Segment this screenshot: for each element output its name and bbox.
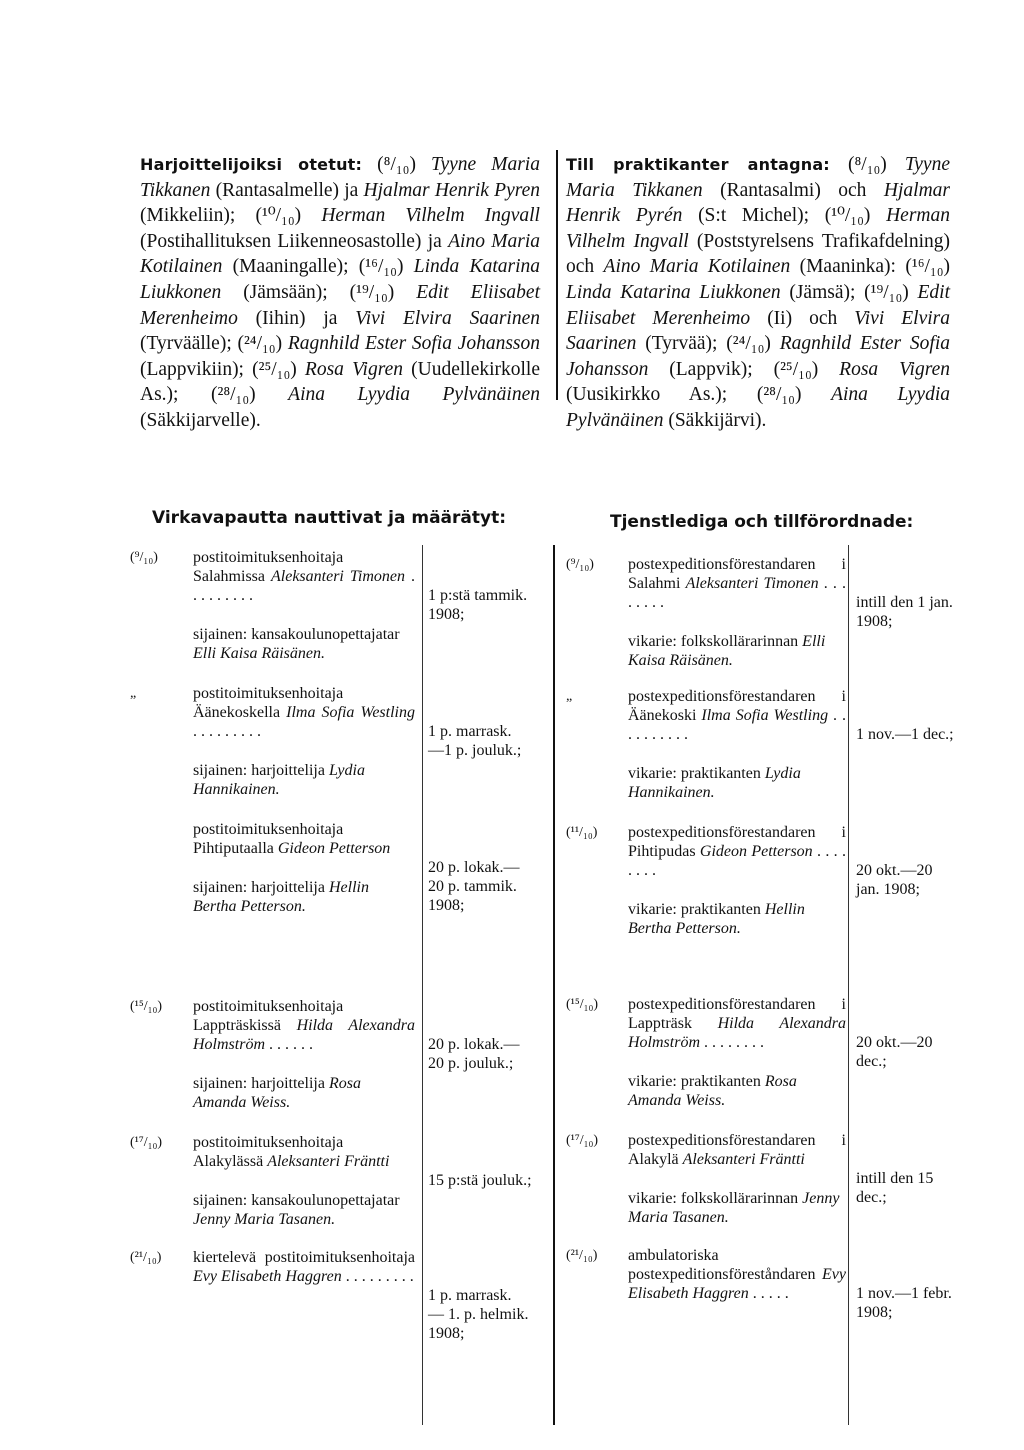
entry-period: 1 p. marrask. — 1. p. helmik. 1908; <box>428 1287 529 1343</box>
entry-text: postexpeditionsförestandaren i Pihtipudas <box>628 824 846 861</box>
entry-date: (⁹/₁₀) <box>130 550 158 565</box>
substitute-line <box>628 900 846 938</box>
paragraph-text: (Jämsään); (¹⁹/₁₀) <box>221 281 417 303</box>
entry-text: . . . . . . . . <box>628 575 847 612</box>
entry-period: 20 p. lokak.— 20 p. tammik. 1908; <box>428 859 520 915</box>
entry-text: postexpeditionsförestandaren i Äänekoski <box>628 688 846 725</box>
person-name: Rosa Vigren <box>839 358 950 380</box>
entry-date: (¹⁷/₁₀) <box>130 1135 163 1150</box>
person-name: Ragnhild Ester Sofia Johansson <box>287 333 540 355</box>
entry-description <box>628 555 846 613</box>
entry-period: intill den 1 jan. 1908; <box>856 594 953 631</box>
entry-period: 20 okt.—20 jan. 1908; <box>856 862 933 899</box>
entry-period: 1 p:stä tammik. 1908; <box>428 587 528 624</box>
entry-description <box>628 823 846 881</box>
entry-text: vikarie: folkskollärarinnan <box>628 632 803 650</box>
entry-text: postitoimituksenhoitaja Äänekoskella <box>193 685 344 722</box>
person-name: Aleksanteri Fräntti <box>267 1153 390 1171</box>
right-section-heading: Tjenstlediga och tillförordnade: <box>610 512 914 532</box>
entry-date: (¹¹/₁₀) <box>566 825 598 840</box>
person-name: Lydia Hannikainen. <box>628 764 801 801</box>
entry-text: postitoimituksenhoitaja Salahmissa <box>193 549 344 586</box>
paragraph-text: (Säkkijarvelle). <box>140 409 261 431</box>
entry-description <box>628 995 846 1053</box>
paragraph-text: (Maaningalle); (¹⁶/₁₀) <box>222 256 414 278</box>
paragraph-text: (Iihin) ja <box>237 307 356 329</box>
person-name: Rosa Amanda Weiss. <box>628 1072 797 1109</box>
person-name: Aleksanteri Timonen <box>271 568 405 586</box>
entry-description <box>628 1131 846 1169</box>
entry-text: postexpeditionsförestandaren i Salahmi <box>628 556 846 593</box>
person-name: Vivi Elvira Saarinen <box>566 307 950 355</box>
person-name: Tyyne Maria Tikkanen <box>566 154 950 201</box>
person-name: Ragnhild Ester Sofia Johansson <box>566 333 950 380</box>
person-name: Jenny Maria Tasanen. <box>193 1210 336 1228</box>
paragraph-text: (Rantasalmi) och <box>702 179 884 201</box>
paragraph-text: (Uudellekirkolle As.); (²⁸/₁₀) <box>140 358 541 406</box>
right-paragraph-lead: Till praktikanter antagna: <box>566 155 830 174</box>
entry-text: . . . . . . . . . . <box>628 707 847 744</box>
entry-description <box>628 1246 846 1304</box>
right-paragraph <box>566 152 950 434</box>
person-name: Linda Katarina Liukkonen <box>140 256 540 303</box>
entry-text: vikarie: praktikanten <box>628 1072 765 1090</box>
person-name: Rosa Vigren <box>304 358 403 380</box>
substitute-line <box>628 1072 846 1110</box>
person-name: Gideon Petterson <box>699 843 813 861</box>
person-name: Herman Vilhelm Ingvall <box>566 205 950 252</box>
person-name: Edit Eliisabet Merenheimo <box>566 281 950 329</box>
person-name: Gideon Petterson <box>277 840 391 858</box>
entry-text: postexpeditionsförestandaren i Alakylä <box>628 1132 846 1169</box>
entry-text: . . . . . <box>748 1285 789 1303</box>
entry-date: (¹⁵/₁₀) <box>566 997 599 1012</box>
entry-period: intill den 15 dec.; <box>856 1170 934 1207</box>
substitute-line <box>628 764 846 802</box>
paragraph-text: (Poststyrelsens Trafikafdelning) och <box>566 230 950 278</box>
entry-period: 20 okt.—20 dec.; <box>856 1034 933 1071</box>
entry-text: . . . . . . . . . <box>193 568 416 605</box>
entry-text: postitoimituksenhoitaja Alakylässä <box>193 1134 344 1171</box>
person-name: Hilda Alexandra Holmström <box>628 1015 846 1052</box>
paragraph-text: (Lappvikiin); (²⁵/₁₀) <box>140 358 305 380</box>
entry-period: 1 p. marrask. —1 p. jouluk.; <box>428 723 522 760</box>
left-paragraph <box>140 152 540 434</box>
person-name: Evy Elisabeth Haggren <box>193 1268 342 1286</box>
center-divider <box>553 545 555 1425</box>
person-name: Evy Elisabeth Haggren <box>628 1266 846 1303</box>
entry-date: (²¹/₁₀) <box>130 1250 162 1265</box>
person-name: Tyyne Maria Tikkanen <box>140 154 540 201</box>
person-name: Hellin Bertha Petterson. <box>193 878 369 915</box>
entry-text: . . . . . . . . <box>700 1034 765 1052</box>
entry-date: (¹⁷/₁₀) <box>566 1133 599 1148</box>
entry-text: postitoimituksenhoitaja Pihtiputaalla <box>193 821 344 858</box>
paragraph-text: (Maaninka): (¹⁶/₁₀) <box>790 256 950 278</box>
entry-text: vikarie: folkskollärarinnan <box>628 1189 803 1207</box>
entry-text: postexpeditionsförestandaren i Lappträsk <box>628 996 846 1033</box>
entry-text: . . . . . . . . <box>628 843 847 880</box>
left-section-heading: Virkavapautta nauttivat ja määrätyt: <box>152 508 507 528</box>
entry-period: 20 p. lokak.— 20 p. jouluk.; <box>428 1036 520 1073</box>
person-name: Aino Maria Kotilainen <box>603 256 791 278</box>
person-name: Aina Lyydia Pylvänäinen <box>566 384 950 431</box>
entry-description <box>193 997 415 1055</box>
right-paragraph-body <box>566 154 950 431</box>
entry-text: sijainen: kansakoulunopettajatar <box>193 625 400 643</box>
substitute-line <box>193 1191 415 1229</box>
person-name: Hellin Bertha Petterson. <box>628 900 805 937</box>
substitute-line <box>193 761 415 799</box>
paragraph-text: (Rantasalmelle) ja <box>210 179 364 201</box>
entry-period: 15 p:stä jouluk.; <box>428 1172 532 1189</box>
entry-description <box>193 820 415 858</box>
person-name: Ilma Sofia Westling <box>701 707 829 725</box>
entry-date: „ <box>566 689 573 704</box>
substitute-line <box>193 1074 415 1112</box>
substitute-line <box>628 632 846 670</box>
entry-text: sijainen: harjoittelija <box>193 761 329 779</box>
entry-description <box>193 1133 415 1171</box>
person-name: Vivi Elvira Saarinen <box>355 307 541 329</box>
person-name: Hjalmar Henrik Pyrén <box>566 179 950 227</box>
substitute-line <box>628 1189 846 1227</box>
entry-period: 1 nov.—1 febr. 1908; <box>856 1285 952 1322</box>
paragraph-text: (Lappvik); (²⁵/₁₀) <box>648 358 840 380</box>
person-name: Jenny Maria Tasanen. <box>628 1189 840 1226</box>
person-name: Herman Vilhelm Ingvall <box>321 205 540 227</box>
entry-text: vikarie: praktikanten <box>628 764 765 782</box>
entry-date: „ <box>130 686 137 701</box>
substitute-line <box>193 878 415 916</box>
entry-description <box>193 1248 415 1286</box>
column-divider-top <box>556 150 558 400</box>
entry-text: sijainen: harjoittelija <box>193 1074 329 1092</box>
left-paragraph-lead: Harjoittelijoiksi otetut: <box>140 155 363 174</box>
entry-text: . . . . . . <box>265 1036 314 1054</box>
entry-description <box>193 548 415 606</box>
entry-text: kiertelevä postitoimituksenhoitaja <box>193 1249 415 1266</box>
paragraph-text: (S:t Michel); (¹⁰/₁₀) <box>682 205 887 227</box>
paragraph-text: (Uusikirkko As.); (²⁸/₁₀) <box>566 384 832 406</box>
entry-description <box>628 687 846 745</box>
entry-text: . . . . . . . . . <box>341 1268 414 1286</box>
entry-description <box>193 684 415 742</box>
paragraph-text: (Postihallituksen Liikenneosastolle) ja <box>140 230 449 252</box>
person-name: Aino Maria Kotilainen <box>140 230 540 278</box>
person-name: Aina Lyydia Pylvänäinen <box>288 384 540 406</box>
paragraph-text: (Tyrvää); (²⁴/₁₀) <box>636 333 780 355</box>
paragraph-text: (Säkkijärvi). <box>663 409 767 431</box>
paragraph-text: (⁸/₁₀) <box>829 154 905 175</box>
entry-date: (⁹/₁₀) <box>566 557 594 572</box>
entry-text: sijainen: harjoittelija <box>193 878 329 896</box>
left-paragraph-body <box>140 154 540 431</box>
entry-date: (¹⁵/₁₀) <box>130 999 163 1014</box>
person-name: Elli Kaisa Räisänen. <box>193 645 325 662</box>
entry-text: postitoimituksenhoitaja Lappträskissä <box>193 998 344 1035</box>
entry-date: (²¹/₁₀) <box>566 1248 598 1263</box>
person-name: Lydia Hannikainen. <box>193 761 365 798</box>
person-name: Aleksanteri Timonen <box>685 575 819 593</box>
entry-text: . . . . . . . . . <box>193 723 261 741</box>
paragraph-text: (Tyrväälle); (²⁴/₁₀) <box>140 333 288 355</box>
paragraph-text: (⁸/₁₀) <box>362 154 432 175</box>
left-table-rule <box>422 545 423 1425</box>
paragraph-text: (Mikkeliin); (¹⁰/₁₀) <box>140 205 322 227</box>
person-name: Ilma Sofia Westling <box>286 704 415 722</box>
person-name: Hilda Alexandra Holmström <box>193 1017 415 1054</box>
entry-text: ambulatoriska postexpeditionsföreståndaren <box>628 1247 823 1284</box>
person-name: Rosa Amanda Weiss. <box>193 1074 361 1111</box>
person-name: Linda Katarina Liukkonen <box>566 281 781 303</box>
paragraph-text: (Ii) och <box>750 307 855 329</box>
person-name: Aleksanteri Fräntti <box>682 1151 805 1169</box>
person-name: Elli Kaisa Räisänen. <box>628 632 826 669</box>
right-table-rule <box>848 545 849 1425</box>
entry-text: vikarie: praktikanten <box>628 900 765 918</box>
person-name: Edit Eliisabet Merenheimo <box>140 281 540 329</box>
substitute-line <box>193 625 415 663</box>
person-name: Hjalmar Henrik Pyren <box>363 179 540 201</box>
entry-period: 1 nov.—1 dec.; <box>856 726 954 743</box>
entry-text: sijainen: kansakoulunopettajatar <box>193 1191 400 1209</box>
paragraph-text: (Jämsä); (¹⁹/₁₀) <box>780 281 918 303</box>
